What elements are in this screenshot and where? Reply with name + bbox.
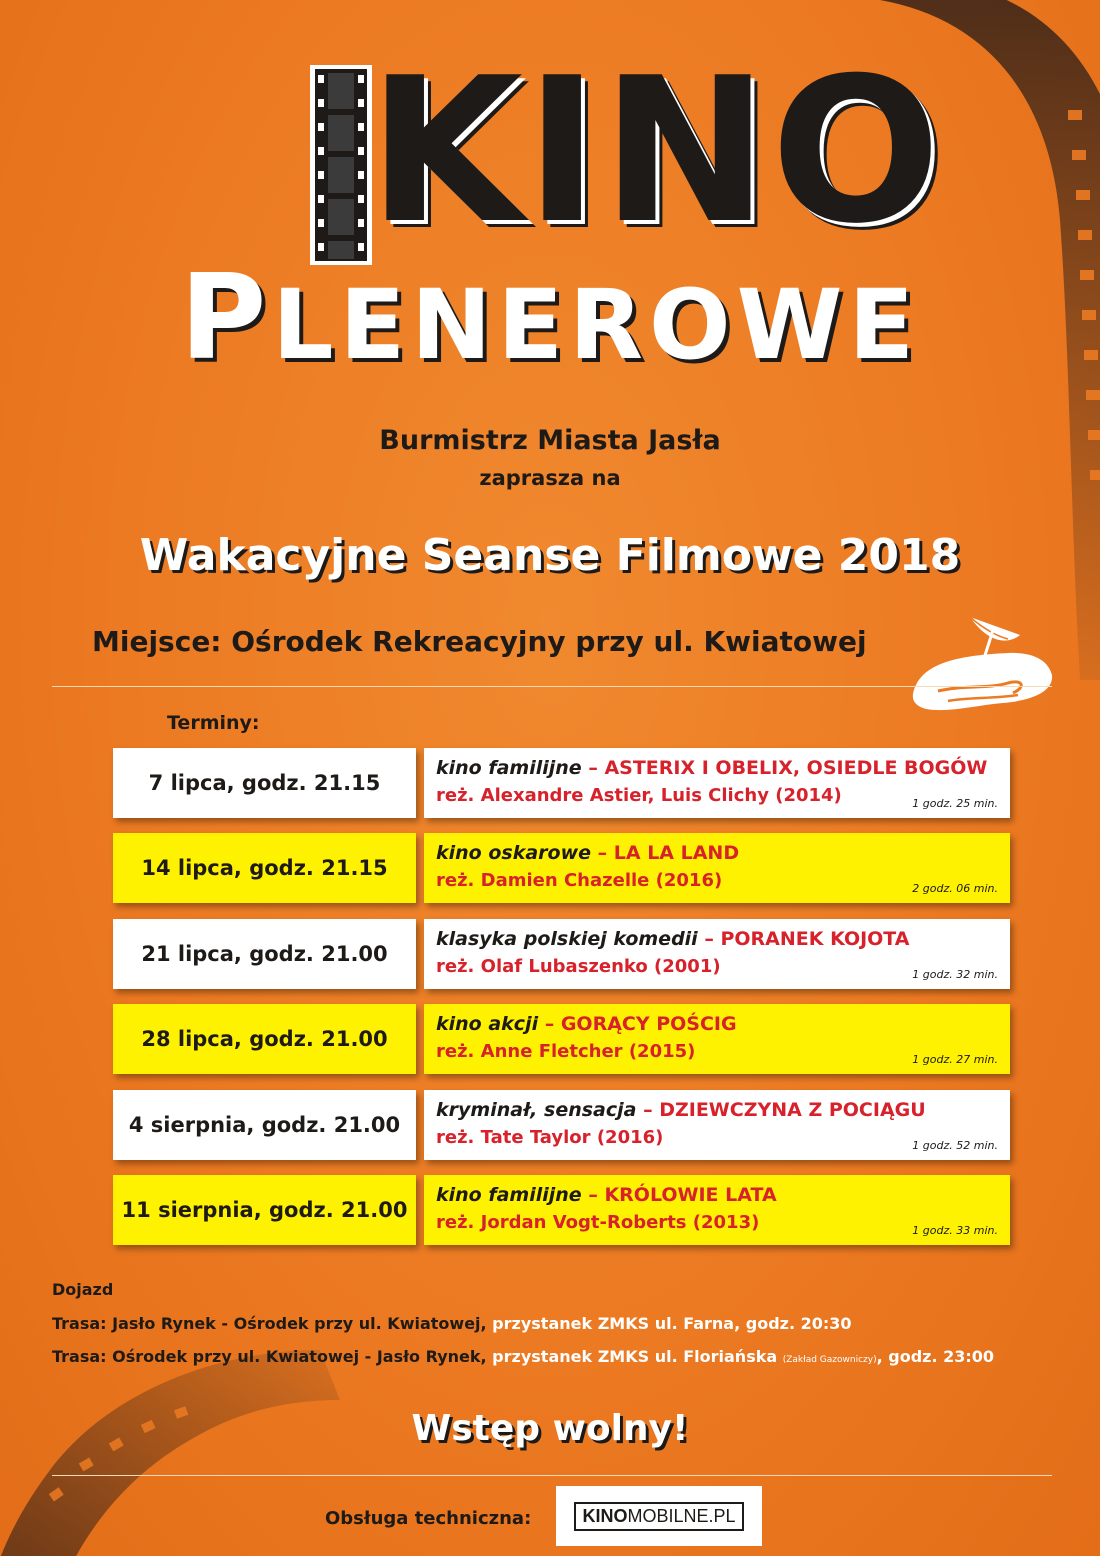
kino-first-letter: K [368, 35, 525, 268]
film-dash: – [538, 1013, 561, 1036]
film-info [424, 919, 1010, 989]
screening-date: 28 lipca, godz. 21.00 [113, 1004, 416, 1074]
event-title: Wakacyjne Seanse Filmowe 2018 [139, 530, 961, 581]
logo-bold-part: KINO [582, 1505, 628, 1526]
film-info [424, 748, 1010, 818]
kinomobilne-logo [556, 1486, 762, 1546]
screening-date: 7 lipca, godz. 21.15 [113, 748, 416, 818]
film-heading [436, 1184, 777, 1206]
film-genre: kryminał, sensacja [436, 1098, 637, 1121]
film-title: GORĄCY POŚCIG [560, 1013, 737, 1036]
route-1-path: Trasa: Jasło Rynek - Ośrodek przy ul. Kwiatowej, [52, 1314, 487, 1333]
route-1 [52, 1314, 852, 1333]
film-title: ASTERIX I OBELIX, OSIEDLE BOGÓW [604, 757, 988, 779]
film-dash: – [581, 757, 605, 779]
divider-bottom [52, 1475, 1052, 1476]
film-info [424, 1004, 1010, 1074]
film-heading [436, 1099, 926, 1121]
film-duration: 1 godz. 52 min. [912, 1138, 998, 1152]
film-genre: kino familijne [436, 1184, 582, 1206]
route-2-stop-note: (Zakład Gazowniczy) [782, 1355, 877, 1365]
film-title: DZIEWCZYNA Z POCIĄGU [659, 1098, 926, 1121]
title-kino [310, 35, 943, 268]
film-genre: kino familijne [436, 757, 582, 779]
free-entry: Wstęp wolny! [411, 1408, 689, 1449]
kino-rest-letters: INO [524, 35, 943, 268]
film-info [424, 1175, 1010, 1245]
kino-word [368, 35, 943, 268]
screening-date: 4 sierpnia, godz. 21.00 [113, 1090, 416, 1160]
film-duration: 1 godz. 32 min. [912, 967, 998, 981]
schedule-row [0, 748, 1100, 818]
film-director: reż. Alexandre Astier, Luis Clichy (2014) [436, 785, 842, 806]
film-dash: – [697, 927, 721, 950]
divider-top [52, 686, 1052, 687]
film-genre: kino oskarowe [436, 842, 592, 865]
film-director: reż. Damien Chazelle (2016) [436, 870, 723, 892]
route-2-stop: przystanek ZMKS ul. Floriańska [486, 1347, 783, 1366]
film-heading [436, 842, 739, 864]
plenerowe-first-letter: P [179, 248, 273, 386]
logo-rest-part: MOBILNE.PL [627, 1505, 736, 1526]
place-text: Miejsce: Ośrodek Rekreacyjny przy ul. Kwiatowej [92, 625, 867, 658]
route-1-stop: przystanek ZMKS ul. Farna, godz. 20:30 [486, 1314, 852, 1333]
film-info [424, 833, 1010, 903]
route-2 [52, 1347, 994, 1366]
screening-date: 14 lipca, godz. 21.15 [113, 833, 416, 903]
schedule-row [0, 1175, 1100, 1245]
schedule-row [0, 1004, 1100, 1074]
film-duration: 2 godz. 06 min. [912, 882, 998, 896]
film-heading [436, 1013, 737, 1035]
film-title: LA LA LAND [613, 842, 740, 865]
invite-line-1: Burmistrz Miasta Jasła [379, 425, 721, 456]
film-director: reż. Tate Taylor (2016) [436, 1126, 664, 1148]
film-dash: – [581, 1184, 605, 1206]
film-heading [436, 757, 987, 779]
film-director: reż. Olaf Lubaszenko (2001) [436, 955, 721, 977]
film-dash: – [636, 1098, 660, 1121]
schedule-row [0, 833, 1100, 903]
route-2-time: , godz. 23:00 [876, 1347, 995, 1366]
screening-date: 11 sierpnia, godz. 21.00 [113, 1175, 416, 1245]
film-duration: 1 godz. 33 min. [912, 1224, 998, 1237]
title-plenerowe [0, 248, 1100, 386]
film-duration: 1 godz. 27 min. [912, 1053, 998, 1067]
terms-label: Terminy: [167, 712, 260, 734]
film-title: PORANEK KOJOTA [720, 927, 910, 950]
film-genre: klasyka polskiej komedii [436, 927, 698, 950]
film-director: reż. Jordan Vogt-Roberts (2013) [436, 1212, 760, 1233]
route-2-path: Trasa: Ośrodek przy ul. Kwiatowej - Jasło Rynek, [52, 1347, 487, 1366]
kinomobilne-logo-text [574, 1502, 743, 1531]
schedule-row [0, 919, 1100, 989]
film-director: reż. Anne Fletcher (2015) [436, 1041, 696, 1063]
invite-line-2: zaprasza na [479, 466, 621, 490]
dojazd-label: Dojazd [52, 1280, 114, 1299]
screening-date: 21 lipca, godz. 21.00 [113, 919, 416, 989]
plenerowe-rest-letters: LENEROWE [272, 269, 921, 381]
tech-support-label: Obsługa techniczna: [325, 1508, 532, 1529]
film-dash: – [591, 842, 614, 865]
film-info [424, 1090, 1010, 1160]
schedule-row [0, 1090, 1100, 1160]
film-duration: 1 godz. 25 min. [912, 797, 998, 810]
film-title: KRÓLOWIE LATA [604, 1184, 777, 1206]
beach-umbrella-icon [908, 605, 1056, 717]
film-reel-letter-icon [310, 65, 372, 265]
film-heading [436, 928, 910, 950]
film-genre: kino akcji [436, 1013, 539, 1036]
